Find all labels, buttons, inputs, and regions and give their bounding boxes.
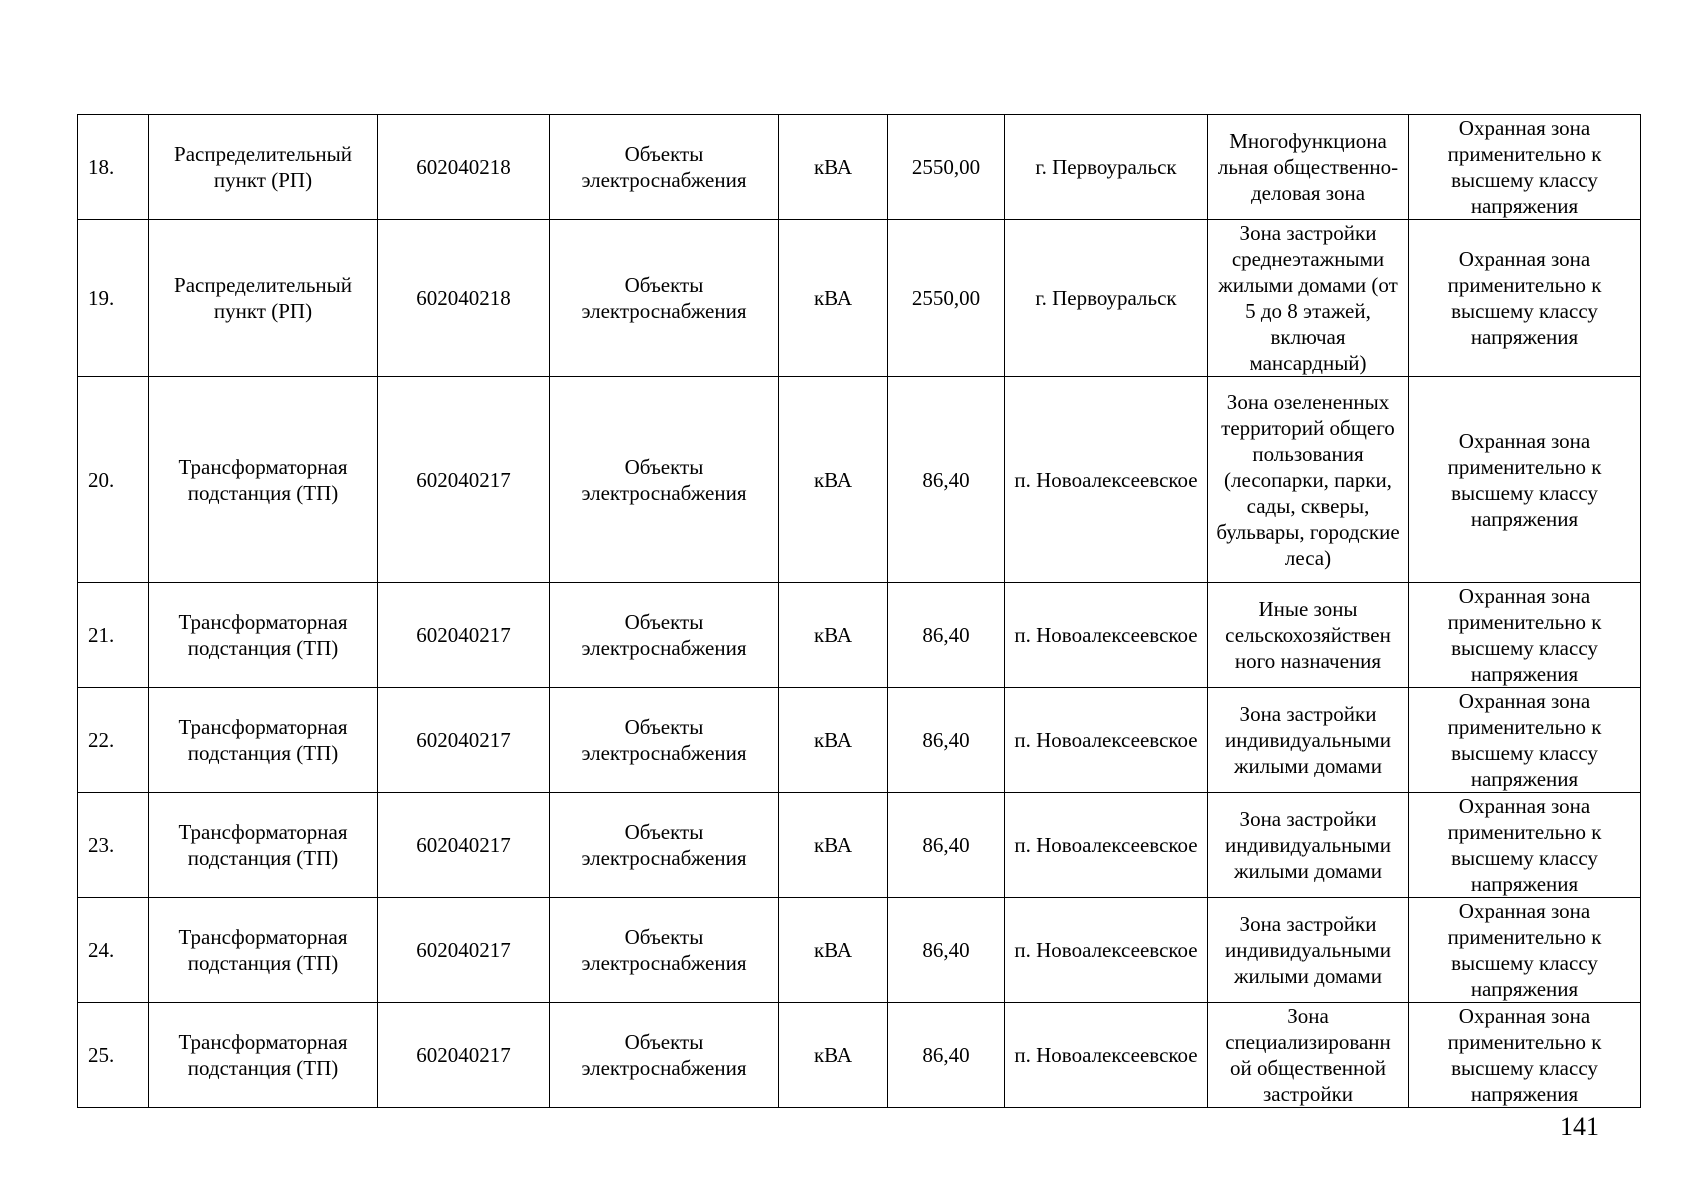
object-code: 602040218 <box>378 220 550 377</box>
object-name: Трансформаторная подстанция (ТП) <box>149 1003 378 1108</box>
table-row <box>78 898 1641 1003</box>
object-name: Трансформаторная подстанция (ТП) <box>149 688 378 793</box>
unit: кВА <box>779 220 888 377</box>
object-code: 602040217 <box>378 793 550 898</box>
location: п. Новоалексеевское <box>1005 793 1208 898</box>
row-number: 20. <box>78 377 149 583</box>
object-code: 602040218 <box>378 115 550 220</box>
row-number: 19. <box>78 220 149 377</box>
object-code: 602040217 <box>378 583 550 688</box>
location: п. Новоалексеевское <box>1005 1003 1208 1108</box>
object-type: Объекты электроснабжения <box>550 115 779 220</box>
protection-zone: Охранная зона применительно к высшему классу напряжения <box>1409 583 1641 688</box>
row-number: 25. <box>78 1003 149 1108</box>
capacity-value: 86,40 <box>888 583 1005 688</box>
functional-zone: Многофункциона льная общественно-деловая зона <box>1208 115 1409 220</box>
row-number: 23. <box>78 793 149 898</box>
capacity-value: 86,40 <box>888 1003 1005 1108</box>
table-row <box>78 220 1641 377</box>
objects-table <box>77 114 1641 1108</box>
unit: кВА <box>779 1003 888 1108</box>
object-code: 602040217 <box>378 377 550 583</box>
protection-zone: Охранная зона применительно к высшему классу напряжения <box>1409 220 1641 377</box>
row-number: 18. <box>78 115 149 220</box>
unit: кВА <box>779 115 888 220</box>
row-number: 22. <box>78 688 149 793</box>
unit: кВА <box>779 377 888 583</box>
object-type: Объекты электроснабжения <box>550 793 779 898</box>
object-name: Трансформаторная подстанция (ТП) <box>149 583 378 688</box>
table-row <box>78 115 1641 220</box>
capacity-value: 86,40 <box>888 793 1005 898</box>
table-row <box>78 688 1641 793</box>
unit: кВА <box>779 898 888 1003</box>
object-name: Трансформаторная подстанция (ТП) <box>149 377 378 583</box>
capacity-value: 86,40 <box>888 377 1005 583</box>
object-type: Объекты электроснабжения <box>550 377 779 583</box>
page-number: 141 <box>1560 1112 1599 1141</box>
table-row <box>78 583 1641 688</box>
row-number: 21. <box>78 583 149 688</box>
object-type: Объекты электроснабжения <box>550 898 779 1003</box>
object-name: Трансформаторная подстанция (ТП) <box>149 898 378 1003</box>
row-number: 24. <box>78 898 149 1003</box>
protection-zone: Охранная зона применительно к высшему классу напряжения <box>1409 1003 1641 1108</box>
capacity-value: 86,40 <box>888 688 1005 793</box>
object-type: Объекты электроснабжения <box>550 583 779 688</box>
functional-zone: Зона застройки индивидуальными жилыми домами <box>1208 898 1409 1003</box>
capacity-value: 86,40 <box>888 898 1005 1003</box>
protection-zone: Охранная зона применительно к высшему классу напряжения <box>1409 377 1641 583</box>
object-type: Объекты электроснабжения <box>550 220 779 377</box>
location: п. Новоалексеевское <box>1005 898 1208 1003</box>
location: п. Новоалексеевское <box>1005 583 1208 688</box>
table-row <box>78 793 1641 898</box>
capacity-value: 2550,00 <box>888 220 1005 377</box>
location: п. Новоалексеевское <box>1005 688 1208 793</box>
unit: кВА <box>779 688 888 793</box>
table-row <box>78 1003 1641 1108</box>
protection-zone: Охранная зона применительно к высшему классу напряжения <box>1409 898 1641 1003</box>
protection-zone: Охранная зона применительно к высшему классу напряжения <box>1409 793 1641 898</box>
location: п. Новоалексеевское <box>1005 377 1208 583</box>
protection-zone: Охранная зона применительно к высшему классу напряжения <box>1409 115 1641 220</box>
functional-zone: Зона застройки индивидуальными жилыми домами <box>1208 793 1409 898</box>
object-type: Объекты электроснабжения <box>550 688 779 793</box>
functional-zone: Иные зоны сельскохозяйствен ного назначения <box>1208 583 1409 688</box>
object-code: 602040217 <box>378 688 550 793</box>
location: г. Первоуральск <box>1005 220 1208 377</box>
functional-zone: Зона озелененных территорий общего пользования (лесопарки, парки, сады, скверы, бульвары, городские леса) <box>1208 377 1409 583</box>
unit: кВА <box>779 793 888 898</box>
protection-zone: Охранная зона применительно к высшему классу напряжения <box>1409 688 1641 793</box>
object-name: Распределительный пункт (РП) <box>149 220 378 377</box>
capacity-value: 2550,00 <box>888 115 1005 220</box>
object-name: Распределительный пункт (РП) <box>149 115 378 220</box>
location: г. Первоуральск <box>1005 115 1208 220</box>
functional-zone: Зона специализированн ой общественной застройки <box>1208 1003 1409 1108</box>
object-code: 602040217 <box>378 898 550 1003</box>
object-code: 602040217 <box>378 1003 550 1108</box>
functional-zone: Зона застройки среднеэтажными жилыми домами (от 5 до 8 этажей, включая мансардный) <box>1208 220 1409 377</box>
object-name: Трансформаторная подстанция (ТП) <box>149 793 378 898</box>
table-row <box>78 377 1641 583</box>
object-type: Объекты электроснабжения <box>550 1003 779 1108</box>
unit: кВА <box>779 583 888 688</box>
functional-zone: Зона застройки индивидуальными жилыми домами <box>1208 688 1409 793</box>
